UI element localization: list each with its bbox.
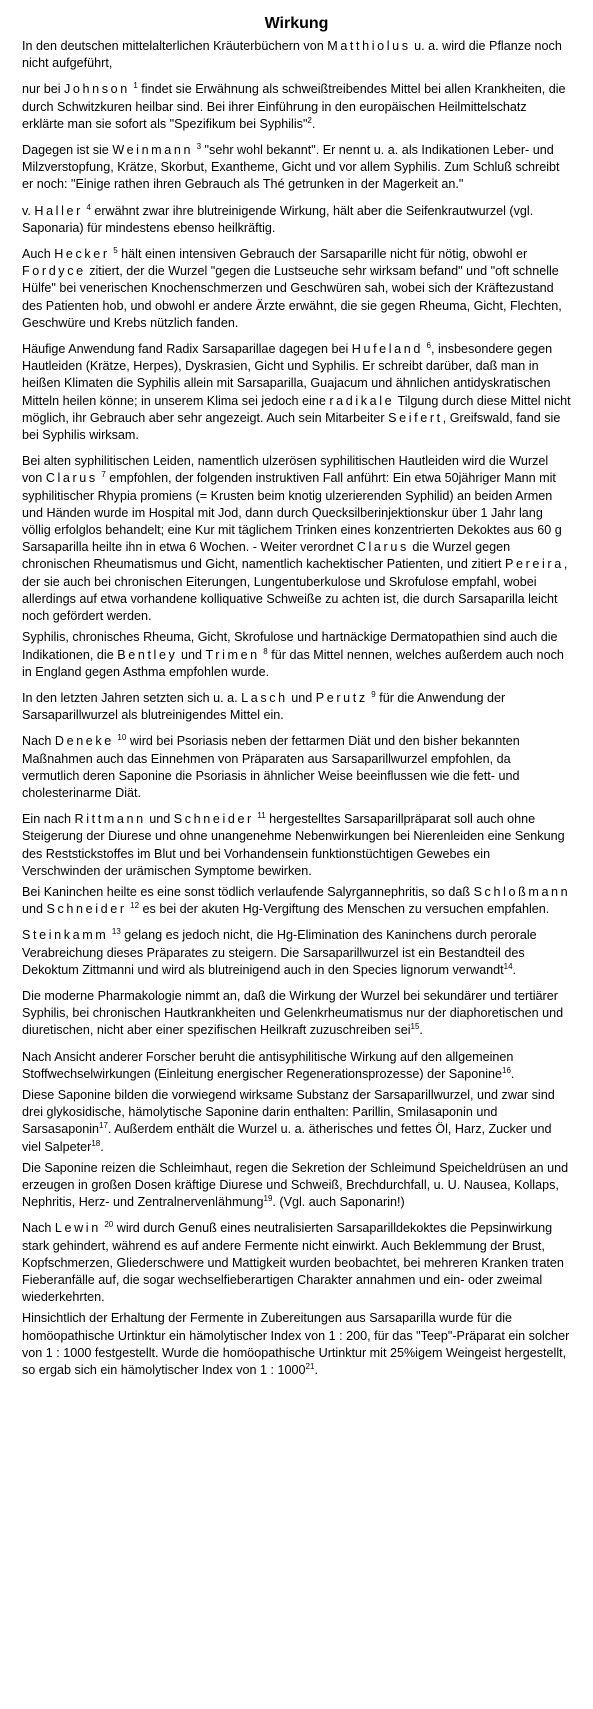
spaced-name: Johnson: [64, 82, 130, 97]
footnote-ref: 5: [113, 246, 118, 256]
text-run: zitiert, der die Wurzel "gegen die Lustseuche sehr wirksam befand" und "oft schnelle Hülfe" bei venerischen Knochenschmerzen und Geschwüren sah, wobei sich der Kräftezustand des Patienten hob, und obwohl er andere Ärzte erwähnt, die sie gegen Rheuma, Gicht, Flechten, Geschwüre und Krebs nützlich fanden.: [22, 264, 562, 330]
text-run: Die Saponine reizen die Schleimhaut, regen die Sekretion der Schleimund Speicheldrüsen an und erzeugen in großen Dosen kräftige Diurese und Schweiß, Brechdurchfall, u. U. Nausea, Kollaps, Nephritis, Herz- und Zentralnervenlähmung: [22, 1160, 569, 1210]
footnote-ref: 21: [305, 1362, 315, 1372]
footnote-ref: 7: [101, 470, 106, 480]
document-body: [22, 38, 571, 1379]
text-run: hergestelltes Sarsaparillpräparat soll auch ohne Steigerung der Diurese und ohne unangenehme Nebenwirkungen bei Nierenleiden eine Senkung des Reststickstoffes im Blut und bei Vorhandensein funktionstüchtigen Gewebes ein Verschwinden der urämischen Symptome bewirken.: [22, 812, 565, 878]
footnote-ref: 2: [307, 115, 312, 125]
text-run: , Greifswald, fand sie bei Syphilis wirksam.: [22, 410, 561, 443]
footnote-ref: 12: [130, 901, 140, 911]
text-run: Häufige Anwendung fand Radix Sarsaparillae dagegen bei: [22, 342, 352, 357]
text-run: wird durch Genuß eines neutralisierten Sarsaparilldekoktes die Pepsinwirkung stark gehindert, während es auf andere Fermente nicht einwirkt. Auch Beklemmung der Brust, Kopfschmerzen, Gliederschwere und Mattigkeit wurden beobachtet, bei mehreren Kranken traten Fieberanfälle auf, die sogar wechselfieberartigen Charakter annahmen und ein- oder zweimal wiederkehrten.: [22, 1221, 564, 1305]
text-run: Auch: [22, 247, 55, 262]
footnote-ref: 18: [91, 1138, 101, 1148]
text-run: nur bei: [22, 82, 65, 97]
footnote-ref: 1: [133, 81, 138, 91]
text-run: .: [311, 116, 316, 131]
spaced-name: Hufeland: [351, 342, 423, 357]
text-run: . (Vgl. auch Saponarin!): [272, 1195, 405, 1210]
text-run: für das Mittel nennen, welches außerdem auch noch in England gegen Asthma empfohlen wurde.: [22, 647, 564, 679]
text-run: gelang es jedoch nicht, die Hg-Elimination des Kaninchens durch perorale Verabreichung dieses Präparates zu steigern. Die Sarsaparillwurzel ist ein Bestandteil des Dekoktum Zittmanni und wird als blutreinigend auch in den Species lignorum verwandt: [22, 928, 537, 977]
text-run: .: [314, 1363, 318, 1378]
text-run: Syphilis, chronisches Rheuma, Gicht, Skrofulose und hartnäckige Dermatopathien sind auch die Indikationen, die: [22, 630, 558, 662]
text-run: .: [100, 1139, 104, 1154]
spaced-name: Schneider: [173, 812, 254, 827]
text-run: Nach: [22, 1221, 55, 1236]
text-run: Hinsichtlich der Erhaltung der Fermente in Zubereitungen aus Sarsaparilla wurde für die homöopathische Urtinktur ein hämolytischer Index von 1 : 200, für das "Teep"-Präparat ein solcher von 1 : 1000 festgestellt. Wurde die homöopathische Urtinktur mit 25%igem Weingeist hergestellt, so ergab sich ein hämolytischer Index von 1 : 1000: [22, 1311, 570, 1378]
body-paragraph: [22, 203, 571, 237]
spaced-name: Deneke: [54, 734, 114, 749]
spaced-name: Trimen: [205, 647, 260, 662]
footnote-ref: 6: [426, 341, 431, 351]
footnote-ref: 17: [99, 1121, 108, 1131]
text-run: für die Anwendung der Sarsaparillwurzel als blutreinigendes Mittel ein.: [22, 690, 506, 723]
footnote-ref: 13: [111, 927, 121, 937]
body-paragraph: [22, 1160, 571, 1212]
text-run: Nach Ansicht anderer Forscher beruht die antisyphilitische Wirkung auf den allgemeinen Stoffwechselwirkungen (Einleitung energischer Regenerationsprozesse) der Saponine: [22, 1049, 514, 1081]
spaced-name: Steinkamm: [22, 928, 109, 943]
footnote-ref: 14: [503, 961, 513, 971]
footnote-ref: 8: [263, 646, 268, 656]
page-title: Wirkung: [264, 15, 329, 32]
footnote-ref: 10: [117, 733, 127, 743]
body-paragraph: [22, 884, 571, 918]
body-paragraph: [22, 927, 571, 979]
text-run: Diese Saponine bilden die vorwiegend wirksame Substanz der Sarsaparillwurzel, und zwar sind drei glykosidische, hämolytische Saponine darin enthalten: Parillin, Smilasaponin und Sarsasaponin: [22, 1087, 555, 1137]
text-run: .: [419, 1023, 423, 1038]
text-run: und: [145, 812, 174, 827]
spaced-name: Clarus: [45, 471, 98, 486]
spaced-name: Matthiolus: [327, 39, 411, 53]
footnote-ref: 15: [410, 1022, 420, 1032]
text-run: und: [287, 690, 316, 705]
text-run: "sehr wohl bekannt". Er nennt u. a. als Indikationen Leber- und Milzverstopfung, Krätze, Skorbut, Exantheme, Gicht und vor allem Syphilis. Zum Schluß schreibt er noch: "Einige rathen ihren Gebrauch als Thé getrunken in der Magerkeit an.": [22, 143, 560, 192]
text-run: wird bei Psoriasis neben der fettarmen Diät und den bisher bekannten Maßnahmen auch das Einnehmen von Präparaten aus Sarsaparillwurzel empfohlen, da vermutlich deren Saponine die Psoriasis in ähnlicher Weise beeinflussen wie die fett- und cholesterinarme Diät.: [22, 734, 520, 800]
text-run: . Außerdem enthält die Wurzel u. a. ätherisches und fettes Öl, Harz, Zucker und viel Salpeter: [22, 1122, 552, 1154]
spaced-name: Seifert: [388, 410, 443, 425]
text-run: es bei der akuten Hg-Vergiftung des Menschen zu versuchen empfahlen.: [139, 902, 550, 917]
footnote-ref: 9: [371, 689, 376, 699]
body-paragraph: [22, 1087, 571, 1156]
text-run: v.: [22, 203, 35, 218]
text-run: In den letzten Jahren setzten sich u. a.: [22, 690, 242, 705]
footnote-ref: 11: [257, 811, 266, 821]
spaced-name: Fordyce: [22, 264, 86, 279]
body-paragraph: [22, 1049, 571, 1083]
footnote-ref: 16: [502, 1065, 511, 1075]
spaced-name: Schloßmann: [473, 884, 571, 899]
body-paragraph: [22, 341, 571, 444]
text-run: .: [510, 1066, 515, 1081]
text-run: In den deutschen mittelalterlichen Kräuterbüchern von: [22, 39, 328, 53]
spaced-name: Hecker: [54, 247, 110, 262]
body-paragraph: [22, 1310, 571, 1379]
text-run: Nach: [22, 734, 55, 749]
body-paragraph: [22, 246, 571, 332]
body-paragraph: [22, 988, 571, 1040]
spaced-name: Rittmann: [74, 812, 146, 827]
body-paragraph: [22, 453, 571, 625]
text-run: .: [512, 962, 517, 977]
text-run: erwähnt zwar ihre blutreinigende Wirkung, hält aber die Seifenkrautwurzel (vgl. Saponaria) für mindestens ebenso heilkräftig.: [22, 203, 534, 235]
spaced-name: Pereira: [505, 557, 564, 572]
body-paragraph: [22, 629, 571, 681]
spaced-name: Perutz: [315, 690, 368, 705]
body-paragraph: [22, 142, 571, 194]
spaced-name: radikale: [329, 393, 395, 408]
text-run: , der sie auch bei chronischen Eiterungen, Lungentuberkulose und Skrofulose empfahl, wobei allerdings auf etwa vorhandene kolliquative Schweiße zu achten ist, die durch Sarsaparilla leicht noch gefördert werden.: [22, 557, 568, 624]
body-paragraph: [22, 1220, 571, 1306]
body-paragraph: [22, 38, 571, 72]
body-paragraph: [22, 690, 571, 724]
text-run: Ein nach: [22, 812, 75, 827]
text-run: findet sie Erwähnung als schweißtreibendes Mittel bei allen Krankheiten, die durch Schwitzkuren heilbar sind. Bei ihrer Einführung in den europäischen Heilmittelschatz erklärte man sie sofort als "Spezifikum bei Syphilis": [22, 82, 566, 131]
body-paragraph: [22, 811, 571, 880]
footnote-ref: 4: [86, 202, 91, 212]
body-paragraph: [22, 733, 571, 802]
text-run: die Wurzel gegen chronischen Rheumatismus und Gicht, namentlich kachektischer Patienten, und zitiert: [22, 540, 511, 572]
text-run: Tilgung durch diese Mittel nicht möglich, ihr Gebrauch aber sehr angezeigt. Auch sein Mitarbeiter: [22, 393, 571, 425]
text-run: Die moderne Pharmakologie nimmt an, daß die Wirkung der Wurzel bei sekundärer und tertiärer Syphilis, bei chronischen Hautkrankheiten und Gelenkrheumatismus nur der diaphoretischen und diuretischen, nicht aber einer spezifischen Heilkraft zuzuschreiben sei: [22, 988, 564, 1038]
text-run: u. a. wird die Pflanze noch nicht aufgeführt,: [22, 39, 562, 71]
text-run: Bei alten syphilitischen Leiden, namentlich ulzerösen syphilitischen Hautleiden wird die Wurzel von: [22, 454, 549, 486]
spaced-name: Haller: [34, 203, 83, 218]
text-run: Bei Kaninchen heilte es eine sonst tödlich verlaufende Salyrgannephritis, so daß: [22, 884, 474, 899]
text-run: und: [177, 647, 206, 662]
footnote-ref: 20: [104, 1220, 114, 1230]
text-run: und: [22, 902, 47, 917]
spaced-name: Lasch: [241, 690, 288, 705]
spaced-name: Schneider: [46, 902, 127, 917]
text-run: , insbesondere gegen Hautleiden (Krätze, Herpes), Dyskrasien, Gicht und Syphilis. Er schreibt darüber, daß man in heißen Klimaten die Syphilis allein mit Sarsaparilla, Guajacum und ähnlichen antidyskratischen Mitteln heilen könne; in unserem Klima sei jedoch eine: [22, 342, 553, 408]
body-paragraph: [22, 81, 571, 133]
footnote-ref: 19: [263, 1194, 273, 1204]
footnote-ref: 3: [196, 142, 202, 152]
text-run: hält einen intensiven Gebrauch der Sarsaparille nicht für nötig, obwohl er: [117, 247, 528, 262]
text-run: Dagegen ist sie: [22, 143, 113, 158]
spaced-name: Weinmann: [112, 143, 194, 158]
spaced-name: Bentley: [117, 647, 178, 662]
text-run: empfohlen, der folgenden instruktiven Fall anführt: Ein etwa 50jähriger Mann mit syphilitischer Rhypia promiens (= Krusten beim knotig ulzerierenden Syphilid) an beiden Armen und Händen wurde im Hospital mit Jod, dann durch Quecksilberinjektionskur über 1 Jahr lang völlig erfolglos behandelt; eine Kur mit täglichem Trinken eines konzentrierten Dekoktes aus 60 g Sarsaparilla heilte ihn in etwa 6 Wochen. - Weiter verordnet: [22, 471, 562, 555]
spaced-name: Clarus: [356, 540, 409, 555]
spaced-name: Lewin: [54, 1221, 101, 1236]
